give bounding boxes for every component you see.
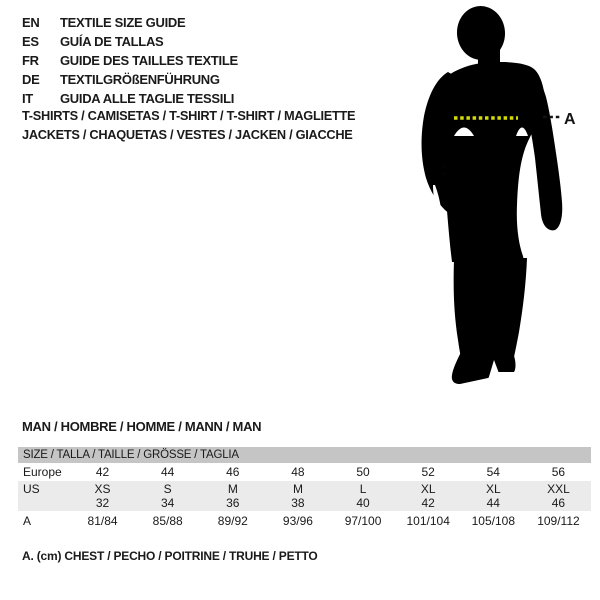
lang-row-en <box>22 13 238 32</box>
table-cell: XL <box>485 482 501 496</box>
table-cell: 85/88 <box>152 514 183 528</box>
lang-label: GUÍA DE TALLAS <box>60 34 164 49</box>
lang-label: TEXTILE SIZE GUIDE <box>60 15 186 30</box>
lang-label: GUIDA ALLE TAGLIE TESSILI <box>60 91 235 106</box>
section-title-man: MAN / HOMBRE / HOMME / MANN / MAN <box>22 419 262 434</box>
lang-code: EN <box>22 15 40 30</box>
lang-code: ES <box>22 34 39 49</box>
table-cell: 105/108 <box>471 514 515 528</box>
size-table <box>18 447 591 530</box>
measurement-figure <box>390 0 600 400</box>
table-cell: 46 <box>551 496 566 510</box>
table-cell: S <box>163 482 172 496</box>
table-cell: 46 <box>226 465 240 479</box>
silhouette-right-arm <box>520 66 562 230</box>
lang-code: IT <box>22 91 33 106</box>
table-row-europe <box>18 463 591 481</box>
row-label <box>18 496 70 511</box>
table-cell: XS <box>94 482 111 496</box>
table-cell: 36 <box>226 496 240 510</box>
row-label: US <box>23 482 40 496</box>
lang-label: TEXTILGRÖßENFÜHRUNG <box>60 72 220 87</box>
lang-row-it <box>22 89 238 108</box>
table-row-us-letters <box>18 481 591 496</box>
garment-categories <box>22 107 355 144</box>
table-row-us-numbers <box>18 496 591 511</box>
table-cell: 50 <box>356 465 370 479</box>
lang-row-es <box>22 32 238 51</box>
table-cell: 34 <box>161 496 175 510</box>
table-cell: 54 <box>486 465 500 479</box>
lang-row-fr <box>22 51 238 70</box>
measurement-footnote: A. (cm) CHEST / PECHO / POITRINE / TRUHE / PETTO <box>22 549 318 563</box>
table-cell: 52 <box>421 465 435 479</box>
language-list <box>22 13 238 108</box>
table-cell: 81/84 <box>87 514 118 528</box>
measure-label-a: A <box>564 111 576 128</box>
table-cell: 42 <box>95 465 110 479</box>
row-label: Europe <box>23 465 62 479</box>
man-silhouette <box>390 0 600 400</box>
table-cell: 38 <box>291 496 305 510</box>
category-tshirts: T-SHIRTS / CAMISETAS / T-SHIRT / T-SHIRT / MAGLIETTE <box>22 108 356 123</box>
table-cell: 93/96 <box>282 514 313 528</box>
row-label: A <box>23 514 32 528</box>
lang-row-de <box>22 70 238 89</box>
table-cell: 40 <box>356 496 370 510</box>
table-cell: 44 <box>161 465 175 479</box>
table-cell: 97/100 <box>344 514 382 528</box>
category-jackets: JACKETS / CHAQUETAS / VESTES / JACKEN / GIACCHE <box>22 126 353 142</box>
lang-label: GUIDE DES TAILLES TEXTILE <box>60 53 238 68</box>
table-cell: 89/92 <box>217 514 248 528</box>
table-cell: 109/112 <box>537 514 580 528</box>
size-table-header: SIZE / TALLA / TAILLE / GRÖSSE / TAGLIA <box>18 447 591 463</box>
table-cell: 56 <box>551 465 566 479</box>
table-cell: 101/104 <box>406 514 450 528</box>
table-cell: 32 <box>95 496 110 510</box>
table-cell: L <box>359 482 367 496</box>
table-cell: M <box>292 482 303 496</box>
table-cell: 44 <box>486 496 500 510</box>
table-cell: XL <box>420 482 436 496</box>
table-cell: M <box>227 482 238 496</box>
table-cell: 48 <box>291 465 305 479</box>
table-row-chest-a <box>18 511 591 530</box>
lang-code: DE <box>22 72 40 87</box>
table-cell: XXL <box>547 482 570 496</box>
lang-code: FR <box>22 53 39 68</box>
table-cell: 42 <box>421 496 435 510</box>
